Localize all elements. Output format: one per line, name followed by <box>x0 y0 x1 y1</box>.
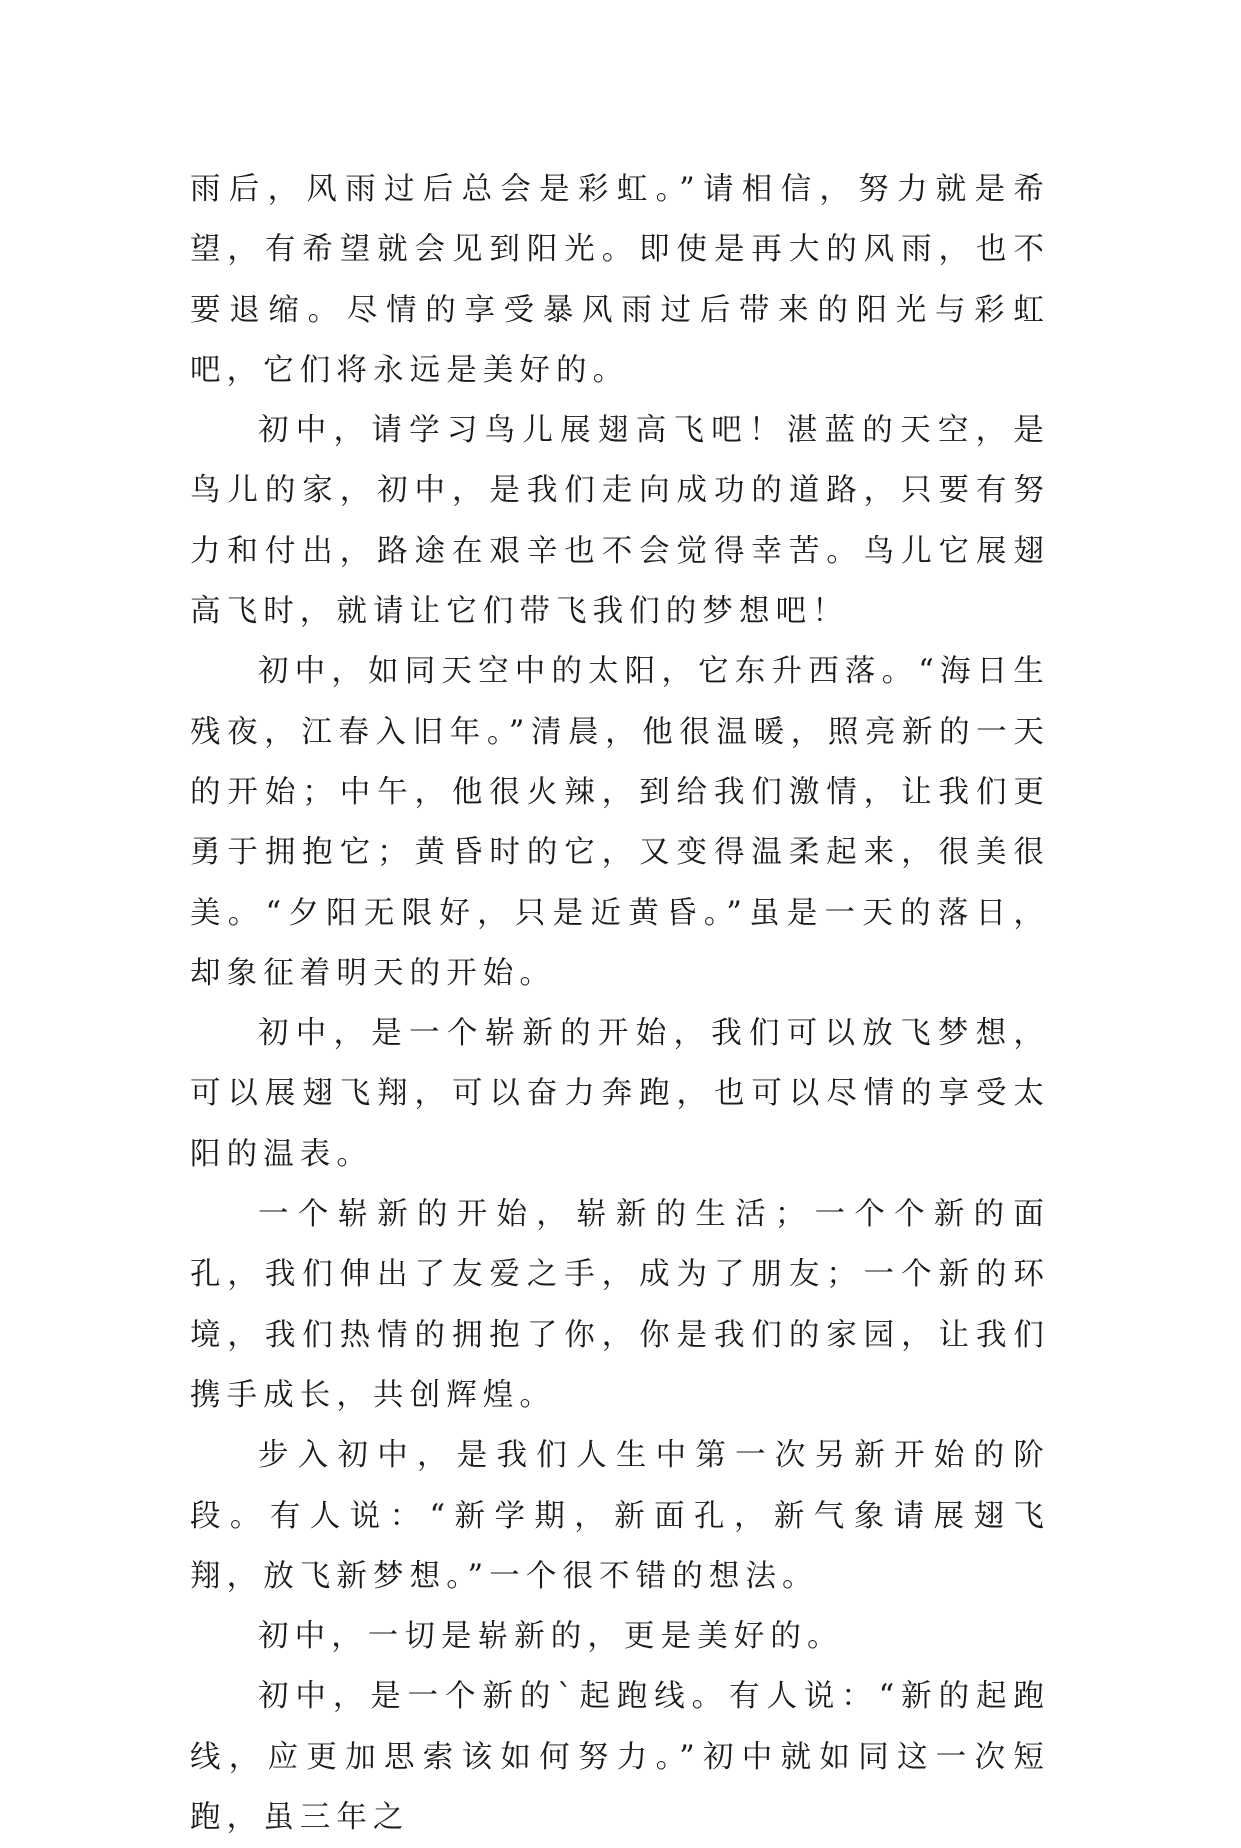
paragraph: 初中，是一个新的`起跑线。有人说：“新的起跑线，应更加思索该如何努力。”初中就如同这一次短跑，虽三年之 <box>190 1679 1050 1836</box>
paragraph: 初中，一切是崭新的，更是美好的。 <box>258 1619 844 1655</box>
paragraph: 雨后，风雨过后总会是彩虹。”请相信，努力就是希望，有希望就会见到阳光。即使是再大的风雨，也不要退缩。尽情的享受暴风雨过后带来的阳光与彩虹吧，它们将永远是美好的。 <box>190 172 1050 388</box>
document-body <box>190 160 1050 1848</box>
paragraph: 初中，是一个崭新的开始，我们可以放飞梦想，可以展翅飞翔，可以奋力奔跑，也可以尽情的享受太阳的温表。 <box>190 1016 1050 1172</box>
paragraph: 初中，如同天空中的太阳，它东升西落。“海日生残夜，江春入旧年。”清晨，他很温暖，照亮新的一天的开始；中午，他很火辣，到给我们激情，让我们更勇于拥抱它；黄昏时的它，又变得温柔起来，很美很美。“夕阳无限好，只是近黄昏。”虽是一天的落日，却象征着明天的开始。 <box>190 654 1050 991</box>
paragraph: 步入初中，是我们人生中第一次另新开始的阶段。有人说：“新学期，新面孔，新气象请展翅飞翔，放飞新梦想。”一个很不错的想法。 <box>190 1438 1050 1594</box>
paragraph: 一个崭新的开始，崭新的生活；一个个新的面孔，我们伸出了友爱之手，成为了朋友；一个新的环境，我们热情的拥抱了你，你是我们的家园，让我们携手成长，共创辉煌。 <box>190 1197 1050 1413</box>
paragraph: 初中，请学习鸟儿展翅高飞吧！湛蓝的天空，是鸟儿的家，初中，是我们走向成功的道路，只要有努力和付出，路途在艰辛也不会觉得幸苦。鸟儿它展翅高飞时，就请让它们带飞我们的梦想吧！ <box>190 413 1050 630</box>
